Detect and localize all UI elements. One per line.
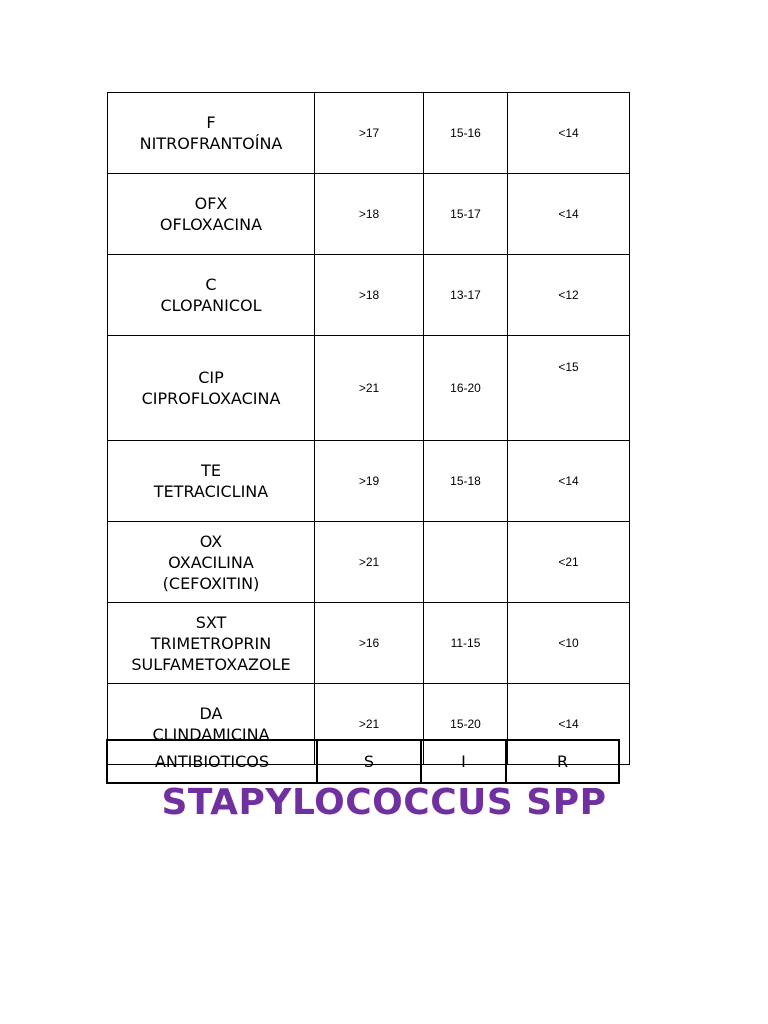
header-antibioticos: ANTIBIOTICOS — [107, 740, 317, 783]
s-value: >21 — [315, 336, 424, 441]
table-row — [108, 174, 630, 255]
r-value: <21 — [508, 522, 630, 603]
antibiotic-name: OFLOXACINA — [159, 215, 263, 234]
antibiotic-table — [107, 92, 630, 765]
table-row — [108, 255, 630, 336]
table-row — [108, 441, 630, 522]
table-row — [108, 603, 630, 684]
antibiotic-name-cell — [108, 603, 315, 684]
i-value: 16-20 — [424, 336, 508, 441]
r-value: <14 — [508, 441, 630, 522]
r-value: <15 — [508, 336, 630, 441]
header-r: R — [506, 740, 619, 783]
i-value: 13-17 — [424, 255, 508, 336]
r-value: <12 — [508, 255, 630, 336]
antibiotic-name-cell — [108, 336, 315, 441]
r-value: <10 — [508, 603, 630, 684]
s-value: >17 — [315, 93, 424, 174]
s-value: >16 — [315, 603, 424, 684]
i-value: 15-16 — [424, 93, 508, 174]
antibiotic-name: CLOPANICOL — [160, 296, 262, 315]
s-value: >19 — [315, 441, 424, 522]
antibiotic-name-cell — [108, 522, 315, 603]
antibiotic-name: NITROFRANTOÍNA — [139, 134, 283, 153]
antibiotic-name: CLINDAMICINA — [152, 725, 270, 744]
table-row — [108, 522, 630, 603]
i-value: 15-17 — [424, 174, 508, 255]
antibiotic-code: OFX — [194, 194, 228, 213]
i-value: 15-20 — [424, 684, 508, 765]
antibiotic-name-extra: SULFAMETOXAZOLE — [131, 654, 291, 674]
header-row — [107, 740, 619, 783]
antibiotic-name: CIPROFLOXACINA — [141, 389, 281, 408]
antibiotic-code: DA — [199, 704, 223, 723]
table-row — [108, 93, 630, 174]
i-value: 15-18 — [424, 441, 508, 522]
s-value: >21 — [315, 684, 424, 765]
table-header — [106, 739, 620, 784]
r-value: <14 — [508, 684, 630, 765]
antibiotic-name: TETRACICLINA — [153, 482, 269, 501]
r-value: <14 — [508, 93, 630, 174]
antibiotic-code: SXT — [195, 612, 227, 632]
antibiotic-name: OXACILINA — [168, 552, 254, 572]
antibiotic-name-cell — [108, 174, 315, 255]
antibiotic-code: TE — [201, 461, 221, 480]
header-s: S — [317, 740, 421, 783]
antibiotic-code: F — [206, 113, 216, 132]
antibiotic-name-cell — [108, 255, 315, 336]
r-value: <14 — [508, 174, 630, 255]
s-value: >21 — [315, 522, 424, 603]
antibiotic-name-cell — [108, 93, 315, 174]
antibiotic-name: TRIMETROPRIN — [150, 633, 272, 653]
i-value: 11-15 — [424, 603, 508, 684]
page-title: STAPYLOCOCCUS SPP — [161, 782, 607, 823]
s-value: >18 — [315, 174, 424, 255]
antibiotic-code: OX — [199, 531, 223, 551]
header-i: I — [421, 740, 506, 783]
antibiotic-name-cell — [108, 441, 315, 522]
s-value: >18 — [315, 255, 424, 336]
antibiotic-code: C — [205, 275, 217, 294]
antibiotic-code: CIP — [198, 368, 224, 387]
table-row — [108, 336, 630, 441]
antibiotic-name-extra: (CEFOXITIN) — [162, 573, 260, 593]
i-value — [424, 522, 508, 603]
